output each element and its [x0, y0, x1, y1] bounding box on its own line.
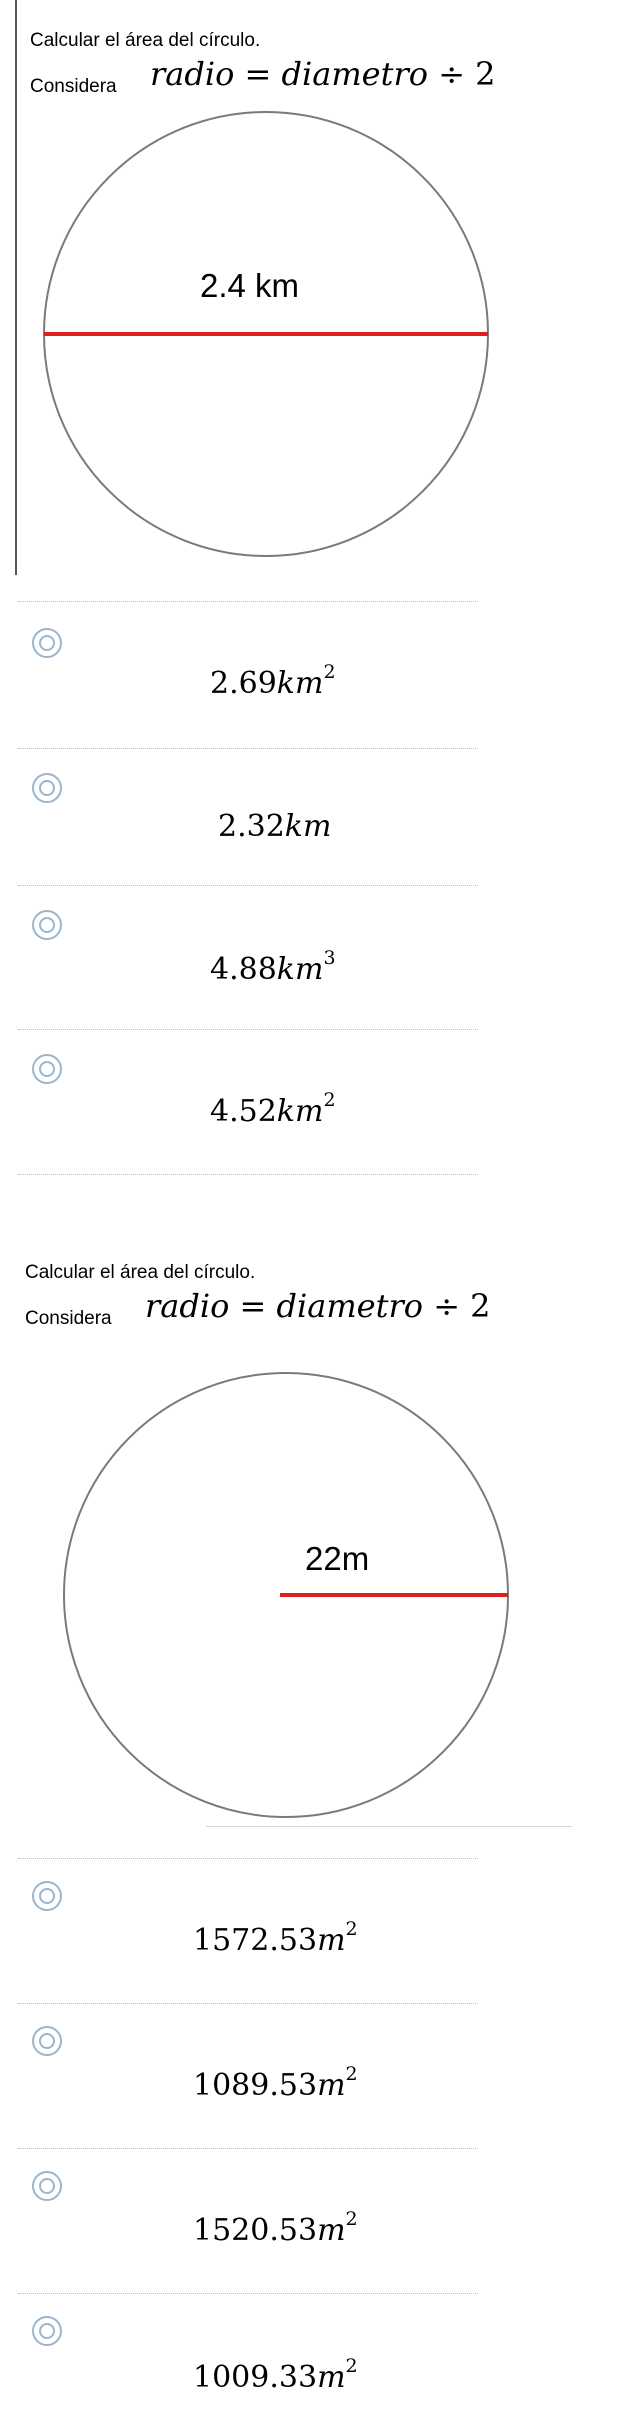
option-unit: m: [317, 1923, 346, 1958]
question-1-consider-label: Considera: [30, 76, 117, 97]
radio-button[interactable]: [32, 2026, 62, 2056]
figure-underline: [206, 1826, 572, 1827]
option-unit: km: [284, 809, 332, 844]
radio-button[interactable]: [32, 2171, 62, 2201]
option-number: 1572.53: [193, 1923, 318, 1958]
option-unit: km: [276, 1094, 324, 1129]
formula-lhs: radio: [145, 1287, 230, 1325]
radius-label: 22m: [305, 1540, 370, 1577]
option-exponent: 2: [345, 2063, 358, 2085]
option-value: [193, 1915, 358, 1959]
formula-op: ÷: [438, 55, 465, 93]
option-unit: m: [317, 2360, 346, 2395]
option-2-4[interactable]: [0, 2294, 624, 2434]
question-2-prompt: Calcular el área del círculo.: [25, 1262, 256, 1283]
option-value: [210, 944, 336, 988]
option-number: 4.88: [210, 952, 277, 987]
question-1: [0, 0, 624, 1200]
formula-eq: =: [244, 55, 272, 93]
formula-num: 2: [470, 1287, 491, 1325]
radio-button[interactable]: [32, 1054, 62, 1084]
option-number: 1520.53: [193, 2213, 318, 2248]
option-number: 2.69: [210, 666, 277, 701]
option-exponent: 2: [345, 1918, 358, 1940]
option-unit: km: [276, 666, 324, 701]
question-2-consider-label: Considera: [25, 1308, 112, 1329]
formula-rhs: diametro: [276, 1287, 424, 1325]
radio-button[interactable]: [32, 910, 62, 940]
option-value: [210, 1086, 336, 1130]
question-1-circle-figure: [0, 0, 624, 600]
option-exponent: 2: [323, 661, 336, 683]
option-exponent: 3: [323, 947, 336, 969]
formula-eq: =: [239, 1287, 267, 1325]
option-exponent: 2: [345, 2208, 358, 2230]
question-2: [0, 1220, 624, 2416]
radio-button[interactable]: [32, 2316, 62, 2346]
option-number: 4.52: [210, 1094, 277, 1129]
option-2-1[interactable]: [0, 1859, 624, 1999]
option-unit: km: [276, 952, 324, 987]
formula-lhs: radio: [150, 55, 235, 93]
question-2-circle-figure: [0, 1220, 624, 1840]
formula-rhs: diametro: [281, 55, 429, 93]
radio-button[interactable]: [32, 628, 62, 658]
option-value: [218, 801, 331, 845]
option-number: 1089.53: [193, 2068, 318, 2103]
option-value: [193, 2060, 358, 2104]
option-1-3[interactable]: [0, 886, 624, 1026]
option-2-2[interactable]: [0, 2004, 624, 2144]
radio-button[interactable]: [32, 1881, 62, 1911]
formula-op: ÷: [433, 1287, 460, 1325]
option-value: [210, 658, 336, 702]
option-1-1[interactable]: [0, 602, 624, 742]
radio-button[interactable]: [32, 773, 62, 803]
option-separator: [18, 1174, 478, 1175]
option-value: [193, 2352, 358, 2396]
option-unit: m: [317, 2068, 346, 2103]
option-unit: m: [317, 2213, 346, 2248]
option-1-2[interactable]: [0, 749, 624, 889]
question-1-prompt: Calcular el área del círculo.: [30, 30, 261, 51]
option-2-3[interactable]: [0, 2149, 624, 2289]
option-number: 1009.33: [193, 2360, 318, 2395]
diameter-label: 2.4 km: [200, 267, 300, 304]
option-1-4[interactable]: [0, 1030, 624, 1170]
option-value: [193, 2205, 358, 2249]
option-exponent: 2: [323, 1089, 336, 1111]
option-number: 2.32: [218, 809, 285, 844]
formula-num: 2: [475, 55, 496, 93]
option-exponent: 2: [345, 2355, 358, 2377]
